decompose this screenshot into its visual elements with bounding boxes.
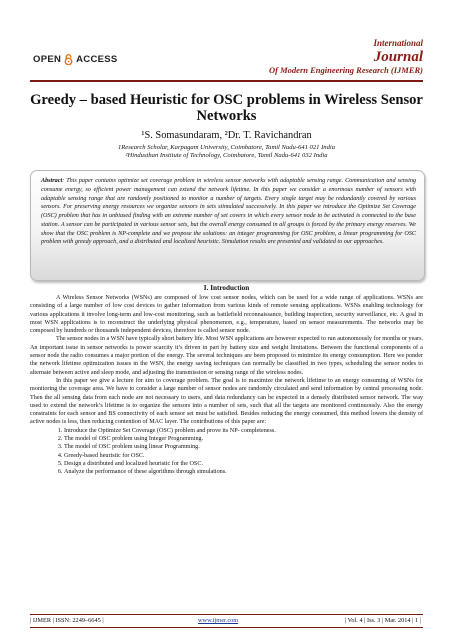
section-heading: I. Introduction	[203, 284, 250, 292]
list-item: 1. Introduce the Optimize Set Coverage (OSC) problem and prove its NP- completeness.	[64, 427, 423, 435]
journal-header	[0, 0, 453, 90]
open-lock-icon	[64, 54, 73, 65]
footer-volume: | Vol. 4 | Iss. 3 | Mar. 2014 | 1 |	[344, 617, 421, 624]
logo-access-text: ACCESS	[76, 54, 118, 65]
journal-line-international: International	[373, 38, 423, 48]
paragraph: The sensor nodes in a WSN have typically short battery life. Most WSN applications are however expected to run autonomously for months or years. An important issue in sensor networks is power scarcity it’s driven in part by battery size and weight limitations. Between the functional components of a sensor node the radio consumes a major portion of the energy. The several techniques are been proposed to minimize its energy consumption. Here we ponder the network lifetime optimization issues in the WSN, the energy saving techniques can normally be classified in two types, scheduling the sensor nodes to alternate between active and sleep mode, and adjusting the transmission or sensing range of the wireless nodes.	[30, 336, 423, 376]
paragraph: In this paper we give a lecture for aim to coverage problem. The goal is to maximize the network lifetime to an energy consuming of WSNs for monitoring the coverage area. We have to consider a large number of sensor nodes are randomly circulated and send information by central processing node. Then the all sensing data from each node are not necessary to users, and data redundancy can be expected in a densely distributed sensor network. The way used to extend the network’s lifetime is to organize the sensors into a number of sets, such that all the targets are monitored continuously. Also the energy constraints for each sensor and BS connectivity of each sensor set must be satisfied. Besides reducing the energy consumed, this method lowers the density of active nodes is less, then reducing contention of MAC layer. The contributions of this paper are:	[30, 377, 423, 426]
list-item: 5. Design a distributed and localized heuristic for the OSC.	[64, 460, 423, 468]
affiliation-2: ²Hindusthan Institute of Technology, Coimbatore, Tamil Nadu-641 032 India	[125, 152, 328, 159]
list-item: 2. The model of OSC problem using Integer Programming.	[64, 435, 423, 443]
paragraph: A Wireless Sensor Networks (WSNs) are composed of low cost sensor nodes, which can be used for a wide range of applications. WSNs are consisting of a large number of low cost devices to gather information from various kinds of remote sensing applications. WSNs enabling technology for various applications it involve long-term and low-cost monitoring, such as battlefield reconnaissance, building inspection, security surveillance, etc. A goal in most WSN applications is to reconstruct the underlying physical phenomenon, e.g., temperature, based on sensor measurements. The networks may be composed by hundreds or thousands independent devices, therefore is called sensor node.	[30, 295, 423, 335]
list-item: 3. The model of OSC problem using linear Programming.	[64, 443, 423, 451]
open-access-logo	[33, 54, 118, 65]
paper-title: Greedy – based Heuristic for OSC problems in Wireless Sensor Networks	[30, 92, 423, 124]
footer-website-link[interactable]: www.ijmer.com	[198, 617, 239, 624]
contributions-list	[30, 427, 423, 477]
abstract-text	[41, 177, 416, 247]
journal-line-full: Of Modern Engineering Research (IJMER)	[269, 65, 423, 75]
journal-name	[269, 38, 423, 76]
footer-issn: | IJMER | ISSN: 2249–6645 |	[30, 617, 104, 624]
page-footer	[30, 614, 423, 628]
introduction-body	[30, 294, 423, 477]
list-item: 6. Analyze the performance of these algorithms through simulations.	[64, 468, 423, 476]
abstract-body: : This paper contains optimize set coverage problem in wireless sensor networks with adaptable sensing range. Communication and sensing consume energy, so efficient power management can extend the network lifetime. In this paper we consider a enormous number of sensors with adaptable sensing range that are randomly positioned to monitor a number of targets. Every single target may be redundantly covered by various sensors. For preserving energy resources we organize sensors in sets stimulated successively. In this paper we introduce the Optimize Set Coverage (OSC) problem that has in unbiased finding with an extreme number of set covers in which every sensor node to be activated is connected to the base station. A sensor can be participated in various sensor sets, but the overall energy consumed in all groups is forced by the primary energy reserves. We show that the OSC problem is NP-complete and we propose the solutions: an integer programming for OSC problem, a linear programming for OSC problem with greedy approach, and a distributed and localized heuristic. Simulation results are presented and validated to our approaches.	[41, 178, 416, 246]
affiliation-1: 1Research Scholar, Karpagam University, Coimbatore, Tamil Nadu-641 021 India	[117, 144, 336, 151]
abstract-label: Abstract	[41, 178, 63, 184]
paper-authors: ¹S. Somasundaram, ²Dr. T. Ravichandran	[141, 130, 312, 141]
logo-open-text: OPEN	[33, 54, 62, 65]
journal-line-journal: Journal	[373, 49, 423, 65]
abstract-box	[30, 170, 425, 281]
header-rule	[30, 80, 423, 82]
list-item: 4. Greedy-based heuristic for OSC.	[64, 452, 423, 460]
